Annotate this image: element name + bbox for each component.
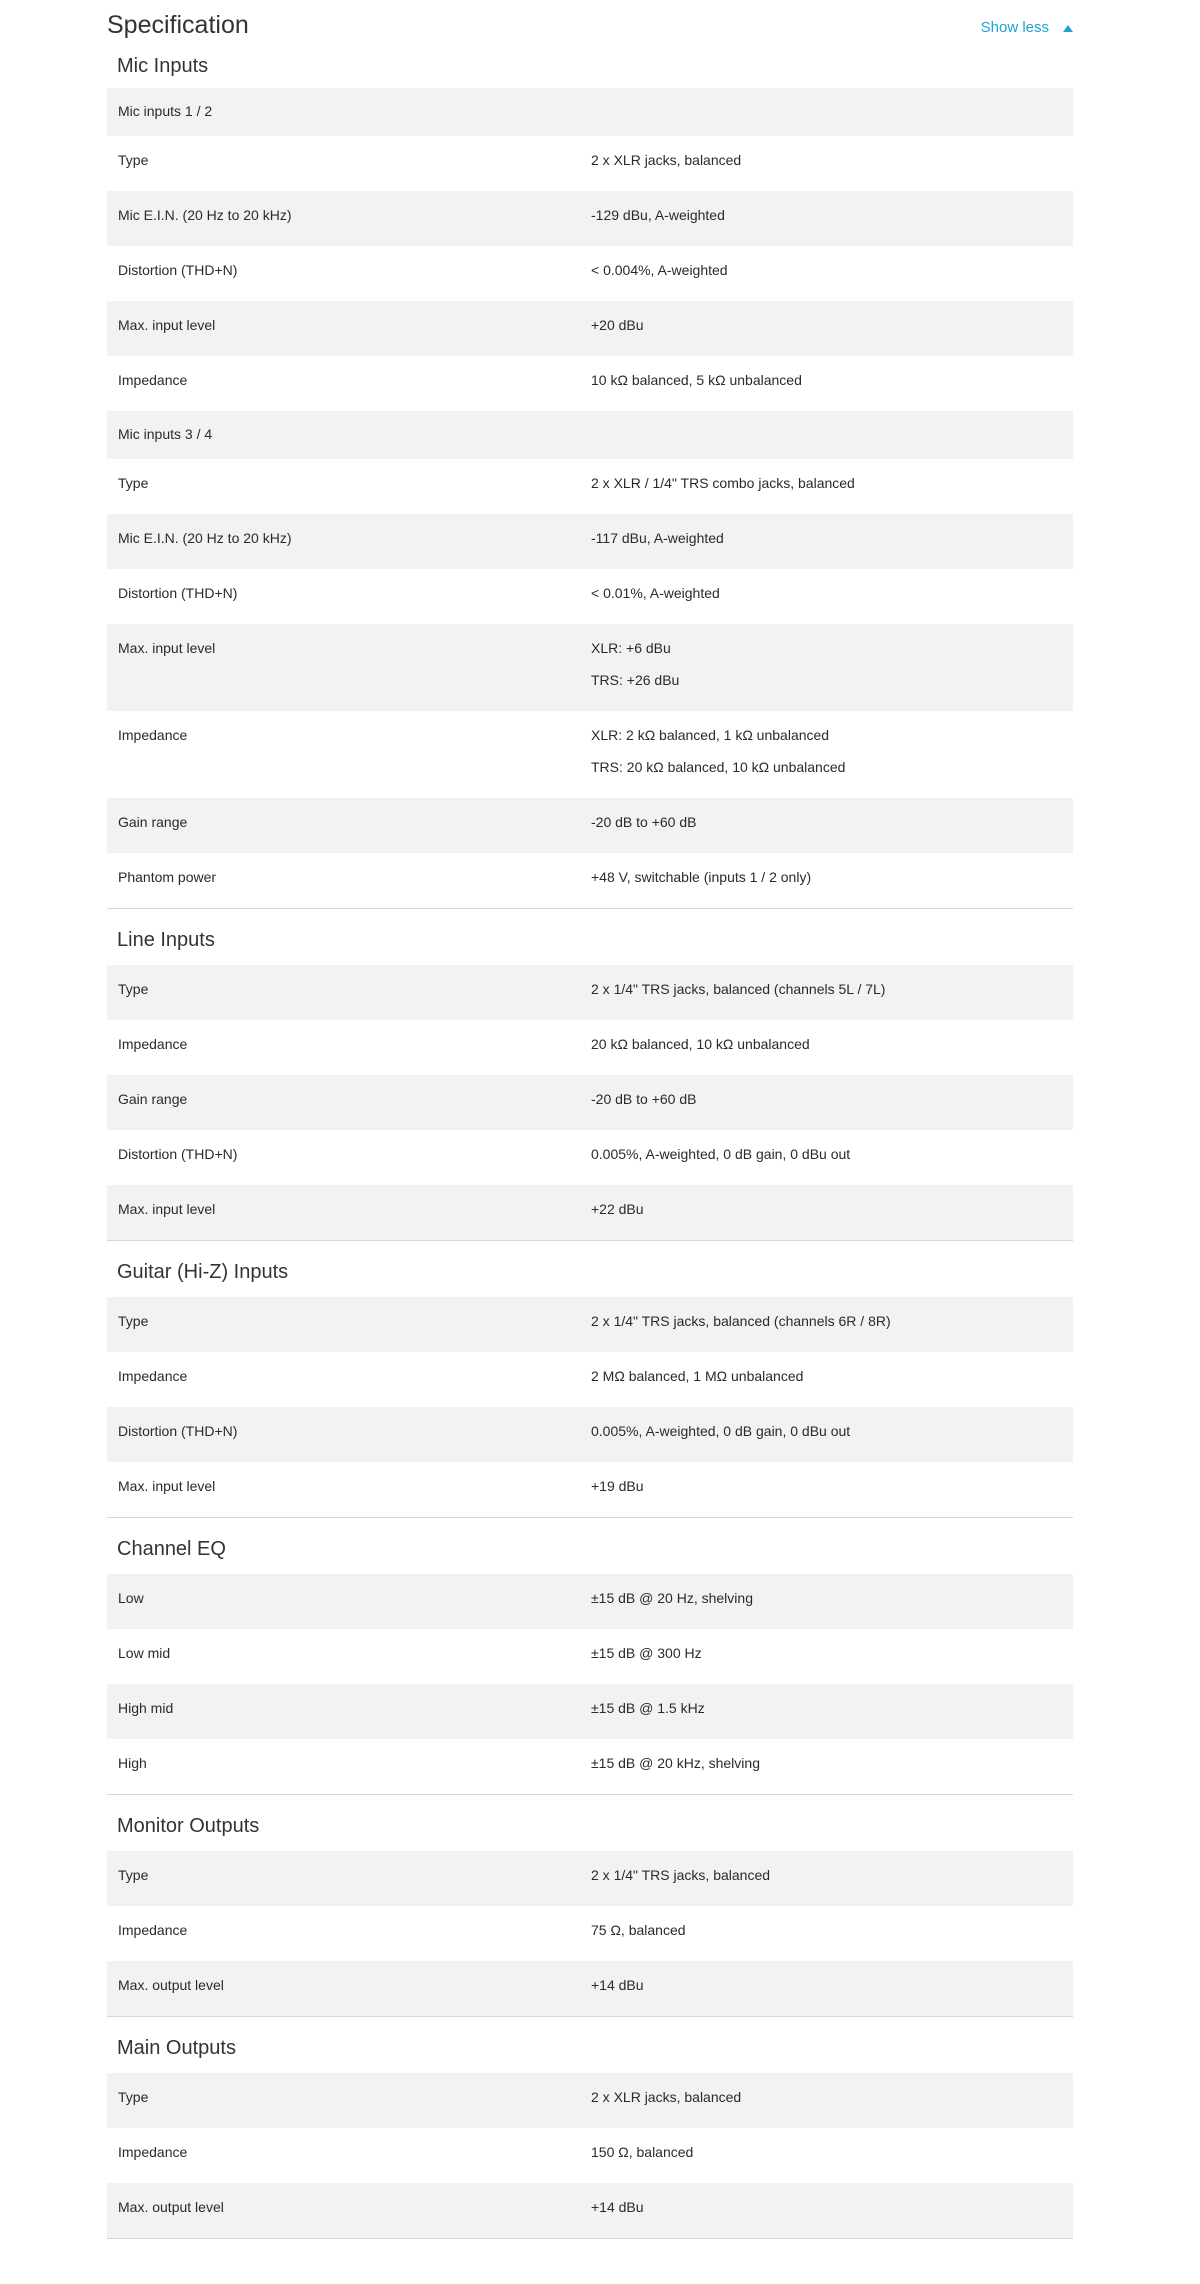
spec-label: High bbox=[118, 1755, 147, 1771]
spec-row bbox=[107, 301, 1073, 356]
chevron-up-icon[interactable] bbox=[1063, 25, 1073, 32]
spec-value-cell bbox=[591, 88, 1073, 136]
spec-row bbox=[107, 569, 1073, 624]
spec-label: Max. output level bbox=[118, 1977, 224, 1993]
spec-row bbox=[107, 356, 1073, 411]
spec-label: Impedance bbox=[118, 1368, 188, 1384]
spec-value: 2 x XLR jacks, balanced bbox=[591, 152, 742, 168]
spec-value: TRS: +26 dBu bbox=[591, 672, 680, 688]
spec-value: 2 x XLR / 1/4" TRS combo jacks, balanced bbox=[591, 475, 855, 491]
spec-label: Low mid bbox=[118, 1645, 171, 1661]
spec-label: Type bbox=[118, 152, 149, 168]
spec-row bbox=[107, 1297, 1073, 1352]
spec-label: Impedance bbox=[118, 1036, 188, 1052]
spec-label: Gain range bbox=[118, 1091, 188, 1107]
spec-value: +14 dBu bbox=[591, 2199, 644, 2215]
spec-value: ±15 dB @ 20 Hz, shelving bbox=[591, 1590, 753, 1606]
spec-value: +14 dBu bbox=[591, 1977, 644, 1993]
spec-value-cell bbox=[591, 1020, 1073, 1075]
spec-label: Type bbox=[118, 475, 149, 491]
spec-row bbox=[107, 798, 1073, 853]
spec-value: 20 kΩ balanced, 10 kΩ unbalanced bbox=[591, 1036, 810, 1052]
spec-row bbox=[107, 1574, 1073, 1629]
spec-value: XLR: +6 dBu bbox=[591, 640, 671, 656]
spec-label: Impedance bbox=[118, 1922, 188, 1938]
spec-value: 2 MΩ balanced, 1 MΩ unbalanced bbox=[591, 1368, 804, 1384]
spec-value: 0.005%, A-weighted, 0 dB gain, 0 dBu out bbox=[591, 1423, 851, 1439]
spec-row bbox=[107, 711, 1073, 798]
spec-subheading: Mic inputs 1 / 2 bbox=[118, 103, 213, 119]
spec-label: Type bbox=[118, 1867, 149, 1883]
spec-value: 2 x XLR jacks, balanced bbox=[591, 2089, 742, 2105]
spec-value-cell bbox=[591, 411, 1073, 459]
spec-value-cell bbox=[591, 1130, 1073, 1185]
spec-value-cell bbox=[591, 798, 1073, 853]
spec-label: Mic E.I.N. (20 Hz to 20 kHz) bbox=[118, 530, 292, 546]
spec-value: +20 dBu bbox=[591, 317, 644, 333]
spec-value: < 0.01%, A-weighted bbox=[591, 585, 720, 601]
spec-value-cell bbox=[591, 1739, 1073, 1794]
spec-section bbox=[107, 1241, 1073, 1518]
spec-row bbox=[107, 2073, 1073, 2128]
spec-value: ±15 dB @ 1.5 kHz bbox=[591, 1700, 705, 1716]
spec-row bbox=[107, 459, 1073, 514]
spec-value: +19 dBu bbox=[591, 1478, 644, 1494]
spec-value: 75 Ω, balanced bbox=[591, 1922, 686, 1938]
spec-label: Type bbox=[118, 2089, 149, 2105]
spec-value-cell bbox=[591, 1629, 1073, 1684]
spec-row bbox=[107, 136, 1073, 191]
spec-value: TRS: 20 kΩ balanced, 10 kΩ unbalanced bbox=[591, 759, 846, 775]
spec-value-cell bbox=[591, 1684, 1073, 1739]
spec-row bbox=[107, 191, 1073, 246]
spec-value-cell bbox=[591, 2128, 1073, 2183]
spec-label: Distortion (THD+N) bbox=[118, 585, 238, 601]
spec-value-cell bbox=[591, 459, 1073, 514]
spec-section bbox=[107, 48, 1073, 909]
spec-value-cell bbox=[591, 301, 1073, 356]
spec-label: Max. input level bbox=[118, 317, 216, 333]
spec-row bbox=[107, 624, 1073, 711]
spec-value: 2 x 1/4" TRS jacks, balanced (channels 6R / 8R) bbox=[591, 1313, 891, 1329]
spec-label: Type bbox=[118, 981, 149, 997]
spec-value-cell bbox=[591, 711, 1073, 798]
section-title: Monitor Outputs bbox=[117, 1815, 260, 1837]
page-title: Specification bbox=[107, 11, 249, 39]
spec-section bbox=[107, 1518, 1073, 1795]
spec-row bbox=[107, 1185, 1073, 1240]
spec-value-cell bbox=[591, 191, 1073, 246]
spec-value-cell bbox=[591, 1851, 1073, 1906]
spec-row bbox=[107, 1906, 1073, 1961]
spec-label: Low bbox=[118, 1590, 144, 1606]
spec-label: Distortion (THD+N) bbox=[118, 262, 238, 278]
spec-row bbox=[107, 2183, 1073, 2238]
spec-section bbox=[107, 909, 1073, 1241]
spec-label: Gain range bbox=[118, 814, 188, 830]
spec-value: 150 Ω, balanced bbox=[591, 2144, 694, 2160]
section-title: Line Inputs bbox=[117, 929, 215, 951]
spec-value-cell bbox=[591, 1297, 1073, 1352]
spec-label: Distortion (THD+N) bbox=[118, 1146, 238, 1162]
spec-value-cell bbox=[591, 569, 1073, 624]
spec-label: Distortion (THD+N) bbox=[118, 1423, 238, 1439]
spec-content bbox=[107, 48, 1073, 2239]
spec-row bbox=[107, 1851, 1073, 1906]
spec-row bbox=[107, 1407, 1073, 1462]
section-title: Guitar (Hi-Z) Inputs bbox=[117, 1261, 289, 1283]
spec-value: -20 dB to +60 dB bbox=[591, 814, 697, 830]
spec-value-cell bbox=[591, 136, 1073, 191]
spec-value-cell bbox=[591, 356, 1073, 411]
spec-label: Max. output level bbox=[118, 2199, 224, 2215]
spec-value-cell bbox=[591, 1961, 1073, 2016]
spec-value-cell bbox=[591, 1352, 1073, 1407]
spec-value-cell bbox=[591, 1574, 1073, 1629]
spec-value: 10 kΩ balanced, 5 kΩ unbalanced bbox=[591, 372, 802, 388]
spec-value: -20 dB to +60 dB bbox=[591, 1091, 697, 1107]
spec-row bbox=[107, 853, 1073, 908]
spec-label: Type bbox=[118, 1313, 149, 1329]
spec-value-cell bbox=[591, 624, 1073, 711]
spec-value: 2 x 1/4" TRS jacks, balanced (channels 5L / 7L) bbox=[591, 981, 886, 997]
spec-value: +22 dBu bbox=[591, 1201, 644, 1217]
spec-row bbox=[107, 1130, 1073, 1185]
spec-value: 0.005%, A-weighted, 0 dB gain, 0 dBu out bbox=[591, 1146, 851, 1162]
spec-row bbox=[107, 1462, 1073, 1517]
spec-value-cell bbox=[591, 1462, 1073, 1517]
spec-subheading-row bbox=[107, 411, 1073, 459]
spec-row bbox=[107, 246, 1073, 301]
spec-value: +48 V, switchable (inputs 1 / 2 only) bbox=[591, 869, 812, 885]
spec-label: Impedance bbox=[118, 2144, 188, 2160]
show-less-button[interactable] bbox=[981, 18, 1073, 38]
spec-row bbox=[107, 1739, 1073, 1794]
section-title: Channel EQ bbox=[117, 1538, 226, 1560]
spec-label: Max. input level bbox=[118, 1478, 216, 1494]
spec-subheading: Mic inputs 3 / 4 bbox=[118, 426, 213, 442]
spec-value-cell bbox=[591, 853, 1073, 908]
spec-label: Impedance bbox=[118, 372, 188, 388]
spec-subheading-row bbox=[107, 88, 1073, 136]
spec-value-cell bbox=[591, 1075, 1073, 1130]
spec-value: 2 x 1/4" TRS jacks, balanced bbox=[591, 1867, 771, 1883]
spec-value-cell bbox=[591, 965, 1073, 1020]
spec-row bbox=[107, 1352, 1073, 1407]
spec-value: -129 dBu, A-weighted bbox=[591, 207, 725, 223]
spec-label: Max. input level bbox=[118, 1201, 216, 1217]
spec-value-cell bbox=[591, 1906, 1073, 1961]
section-title: Mic Inputs bbox=[117, 55, 209, 77]
spec-label: Phantom power bbox=[118, 869, 217, 885]
spec-label: Max. input level bbox=[118, 640, 216, 656]
spec-row bbox=[107, 514, 1073, 569]
spec-value: < 0.004%, A-weighted bbox=[591, 262, 728, 278]
show-less-label[interactable]: Show less bbox=[980, 19, 1049, 36]
spec-value-cell bbox=[591, 246, 1073, 301]
spec-value-cell bbox=[591, 514, 1073, 569]
spec-section bbox=[107, 2017, 1073, 2239]
spec-value: ±15 dB @ 20 kHz, shelving bbox=[591, 1755, 760, 1771]
section-title: Main Outputs bbox=[117, 2037, 236, 2059]
spec-row bbox=[107, 1075, 1073, 1130]
spec-value-cell bbox=[591, 1185, 1073, 1240]
spec-value-cell bbox=[591, 2073, 1073, 2128]
spec-value: -117 dBu, A-weighted bbox=[591, 530, 724, 546]
spec-row bbox=[107, 2128, 1073, 2183]
spec-label: High mid bbox=[118, 1700, 174, 1716]
spec-row bbox=[107, 1961, 1073, 2016]
spec-value-cell bbox=[591, 1407, 1073, 1462]
spec-row bbox=[107, 1020, 1073, 1075]
spec-label: Mic E.I.N. (20 Hz to 20 kHz) bbox=[118, 207, 292, 223]
spec-label: Impedance bbox=[118, 727, 188, 743]
spec-value: XLR: 2 kΩ balanced, 1 kΩ unbalanced bbox=[591, 727, 830, 743]
spec-row bbox=[107, 965, 1073, 1020]
spec-section bbox=[107, 1795, 1073, 2017]
spec-value-cell bbox=[591, 2183, 1073, 2238]
spec-value: ±15 dB @ 300 Hz bbox=[591, 1645, 702, 1661]
spec-row bbox=[107, 1629, 1073, 1684]
spec-row bbox=[107, 1684, 1073, 1739]
